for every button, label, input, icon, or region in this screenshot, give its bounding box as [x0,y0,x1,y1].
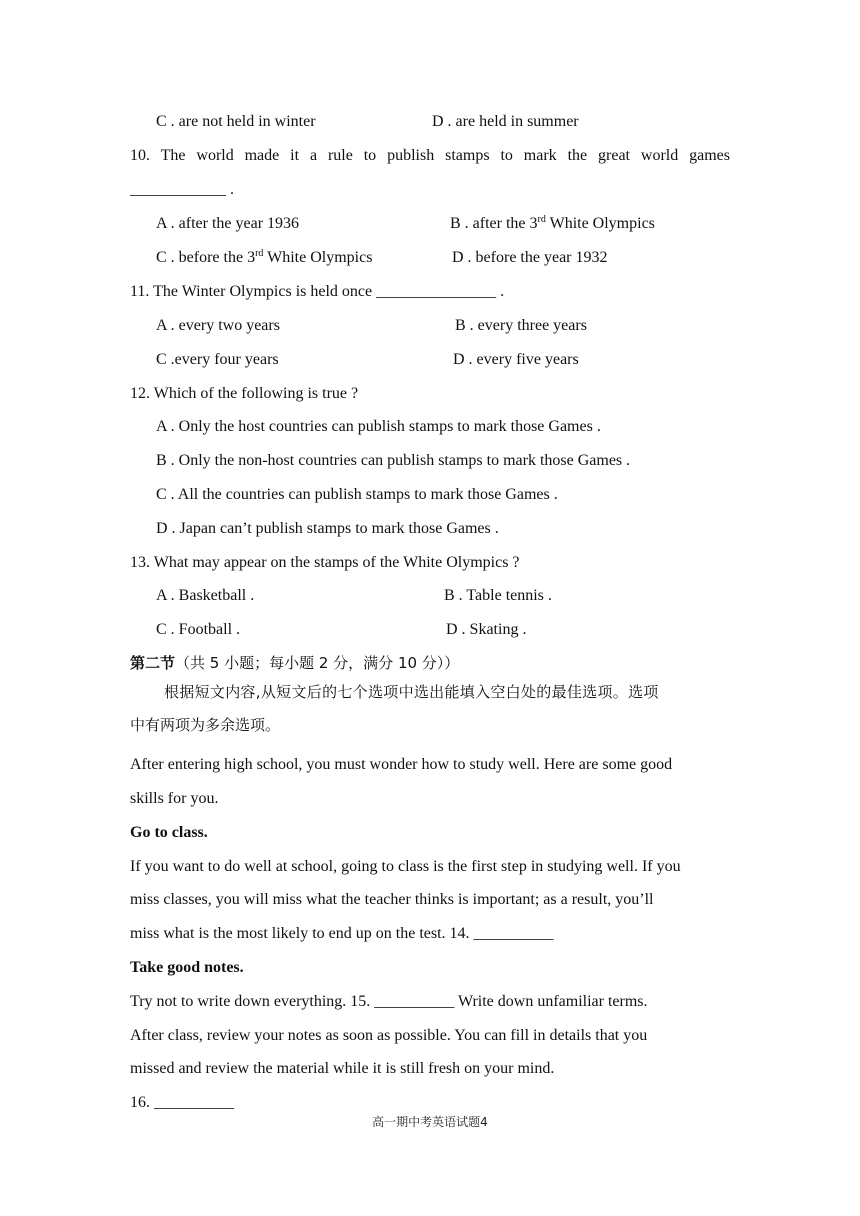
q12-option-b: B . Only the non-host countries can publish stamps to mark those Games . [156,452,631,469]
passage-line-q15: Try not to write down everything. 15. __________ Write down unfamiliar terms. [130,993,648,1010]
q12-option-c: C . All the countries can publish stamps to mark those Games . [156,486,558,503]
passage-line: After class, review your notes as soon as possible. You can fill in details that you [130,1027,648,1044]
passage-heading-go-to-class: Go to class. [130,824,208,841]
q11-option-d: D . every five years [453,351,579,368]
passage-line: miss classes, you will miss what the teacher thinks is important; as a result, you’ll [130,891,654,908]
q11-option-a: A . every two years [156,317,280,334]
passage-line: skills for you. [130,790,219,807]
q11-option-c: C .every four years [156,351,279,368]
section2-instructions-line1: 根据短文内容,从短文后的七个选项中选出能填入空白处的最佳选项。选项 [164,683,659,701]
section2-title: 第二节 [130,654,176,672]
q11-stem: 11. The Winter Olympics is held once _______________ . [130,283,505,300]
passage-line: missed and review the material while it is still fresh on your mind. [130,1060,555,1077]
section2-instructions-line2: 中有两项为多余选项。 [130,716,281,734]
section2-heading [130,653,730,673]
q10-option-d: D . before the year 1932 [452,249,608,266]
q10-option-c: C . before the 3rd White Olympics [156,248,373,266]
q9-option-c: C . are not held in winter [156,113,316,130]
passage-line-q14: miss what is the most likely to end up on the test. 14. __________ [130,925,554,942]
section2-note: （共 5 小题；每小题 2 分，满分 10 分）） [175,654,460,672]
passage-line-q16: 16. __________ [130,1094,234,1111]
q13-option-a: A . Basketball . [156,587,255,604]
q10-stem: 10. The world made it a rule to publish stamps to mark the great world games [130,147,730,164]
q12-option-d: D . Japan can’t publish stamps to mark those Games . [156,520,499,537]
q13-option-b: B . Table tennis . [444,587,552,604]
q12-option-a: A . Only the host countries can publish stamps to mark those Games . [156,418,601,435]
q10-option-b: B . after the 3rd White Olympics [450,214,655,232]
passage-line: After entering high school, you must wonder how to study well. Here are some good [130,756,673,773]
q13-option-d: D . Skating . [446,621,527,638]
q13-stem: 13. What may appear on the stamps of the White Olympics ? [130,554,520,571]
q11-option-b: B . every three years [455,317,587,334]
passage-heading-take-notes: Take good notes. [130,959,244,976]
passage-line: If you want to do well at school, going to class is the first step in studying well. If you [130,858,681,875]
q9-option-d: D . are held in summer [432,113,579,130]
q12-stem: 12. Which of the following is true ? [130,385,359,402]
q10-blank: ____________ . [130,181,234,198]
q10-option-a: A . after the year 1936 [156,215,300,232]
page-footer: 高一期中考英语试题4 [372,1115,488,1129]
q13-option-c: C . Football . [156,621,241,638]
